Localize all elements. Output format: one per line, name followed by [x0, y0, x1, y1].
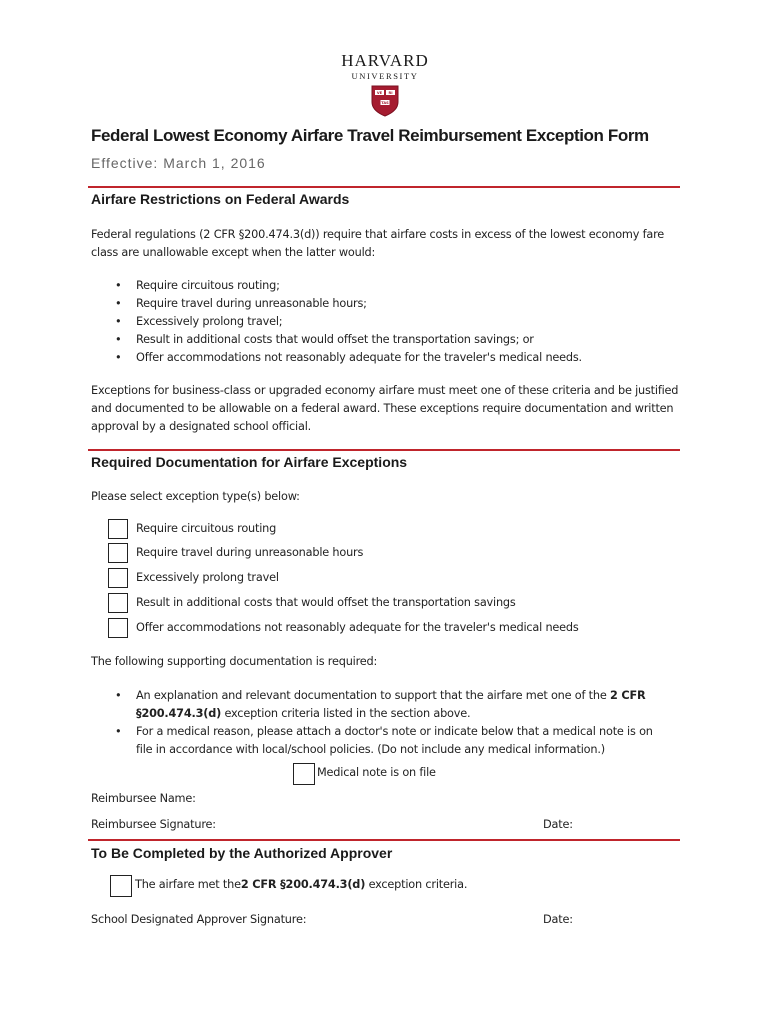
- checkbox-circuitous-routing[interactable]: [108, 519, 128, 539]
- checkbox-prolong-travel[interactable]: [108, 568, 128, 588]
- checkbox-unreasonable-hours[interactable]: [108, 543, 128, 563]
- reimbursee-signature-label: Reimbursee Signature:: [91, 818, 216, 831]
- support-list: [115, 687, 660, 759]
- option-prolong-travel: [108, 567, 628, 591]
- list-item: • Offer accommodations not reasonably adequate for the traveler's medical needs.: [115, 351, 582, 364]
- approver-date-label: Date:: [543, 913, 573, 926]
- reimbursee-date-label: Date:: [543, 818, 573, 831]
- shield-motto-3: TAS: [381, 101, 389, 106]
- checkbox-label: Require travel during unreasonable hours: [136, 546, 364, 559]
- option-approver-confirm: [110, 874, 530, 898]
- restrictions-list: [115, 277, 582, 367]
- section-divider: [88, 449, 680, 451]
- checkbox-label: Require circuitous routing: [136, 522, 277, 535]
- support-prompt: The following supporting documentation is required:: [91, 655, 378, 668]
- checkbox-label: The airfare met the2 CFR §200.474.3(d) exception criteria.: [135, 878, 468, 891]
- option-circuitous-routing: [108, 518, 628, 542]
- checkbox-label: Medical note is on file: [317, 766, 436, 779]
- list-item: • Require circuitous routing;: [115, 279, 280, 292]
- list-item: • Result in additional costs that would offset the transportation savings; or: [115, 333, 534, 346]
- section-divider: [88, 839, 680, 841]
- option-additional-costs: [108, 592, 628, 616]
- checkbox-medical-note[interactable]: [293, 763, 315, 785]
- effective-date: Effective: March 1, 2016: [91, 155, 266, 171]
- list-item: • For a medical reason, please attach a doctor's note or indicate below that a medical note is on file in accordance with local/school policies. (Do not include any medical information.): [115, 725, 653, 756]
- section-divider: [88, 186, 680, 188]
- page-title: Federal Lowest Economy Airfare Travel Reimbursement Exception Form: [91, 126, 649, 145]
- section-heading-documentation: Required Documentation for Airfare Exceptions: [91, 454, 408, 470]
- checkbox-label: Excessively prolong travel: [136, 571, 279, 584]
- shield-motto-2: RI: [388, 91, 393, 96]
- checkbox-label: Result in additional costs that would offset the transportation savings: [136, 596, 516, 609]
- checkbox-approver-confirm[interactable]: [110, 875, 132, 897]
- logo-wordmark: HARVARD: [341, 51, 429, 70]
- logo-subtitle: UNIVERSITY: [351, 71, 419, 81]
- checkbox-label: Offer accommodations not reasonably adequate for the traveler's medical needs: [136, 621, 579, 634]
- option-medical-note: [293, 762, 593, 786]
- select-prompt: Please select exception type(s) below:: [91, 490, 300, 503]
- restrictions-intro: Federal regulations (2 CFR §200.474.3(d)) require that airfare costs in excess of the lowest economy fare class are unallowable except when the latter would:: [91, 228, 665, 259]
- option-unreasonable-hours: [108, 542, 628, 566]
- shield-motto-1: VE: [376, 91, 383, 96]
- restrictions-closing: Exceptions for business-class or upgraded economy airfare must meet one of these criteria and be justified and documented to be allowable on a federal award. These exceptions require documentation and written approval by a designated school official.: [91, 384, 679, 433]
- list-item: • An explanation and relevant documentation to support that the airfare met one of the 2 CFR §200.474.3(d) exception criteria listed in the section above.: [115, 689, 646, 720]
- reimbursee-name-label: Reimbursee Name:: [91, 792, 196, 805]
- section-heading-approver: To Be Completed by the Authorized Approver: [91, 845, 393, 861]
- option-medical-needs: [108, 617, 628, 641]
- checkbox-additional-costs[interactable]: [108, 593, 128, 613]
- list-item: • Require travel during unreasonable hours;: [115, 297, 367, 310]
- list-item: • Excessively prolong travel;: [115, 315, 283, 328]
- section-heading-restrictions: Airfare Restrictions on Federal Awards: [91, 191, 350, 207]
- checkbox-medical-needs[interactable]: [108, 618, 128, 638]
- harvard-shield-icon: [371, 85, 399, 117]
- harvard-logo: [300, 52, 470, 117]
- approver-signature-label: School Designated Approver Signature:: [91, 913, 307, 926]
